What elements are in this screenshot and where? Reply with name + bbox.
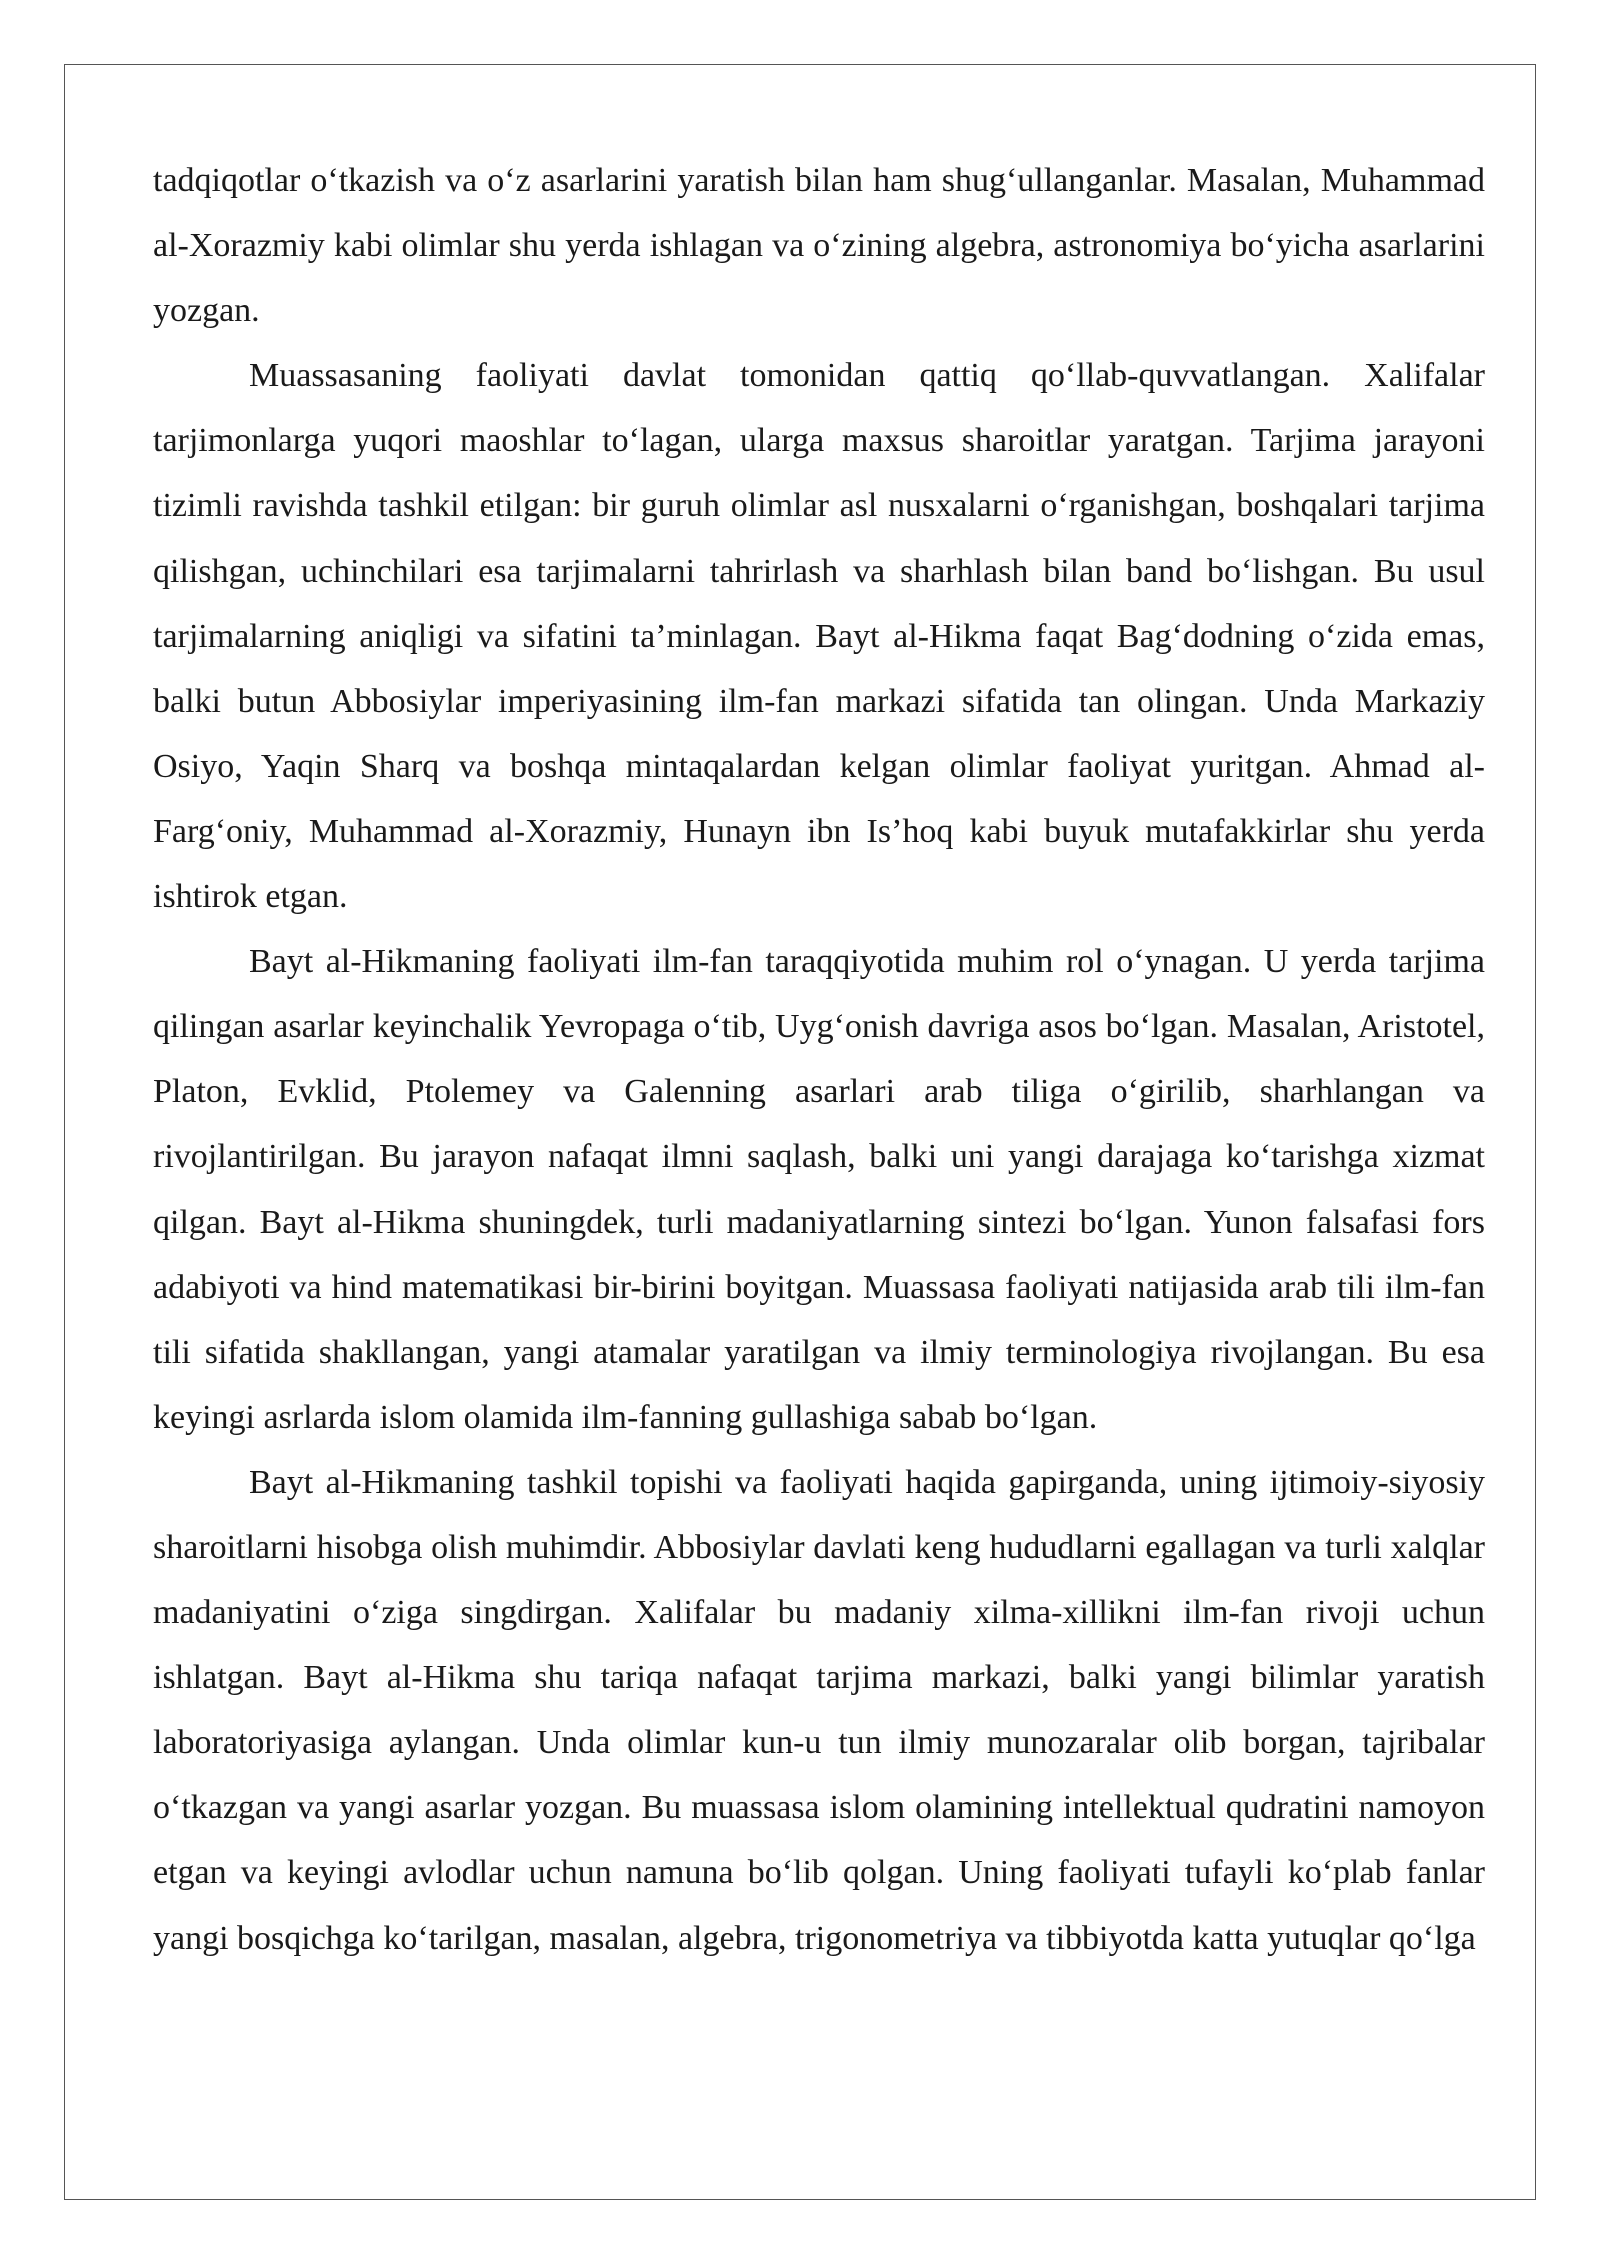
paragraph-3: Bayt al-Hikmaning faoliyati ilm-fan taraqqiyotida muhim rol o‘ynagan. U yerda tarjima qilingan asarlar keyinchalik Yevropaga o‘tib, Uyg‘onish davriga asos bo‘lgan. Masalan, Aristotel, Platon, Evklid, Ptolemey va Galenning asarlari arab tiliga o‘girilib, sharhlangan va rivojlantirilgan. Bu jarayon nafaqat ilmni saqlash, balki uni yangi darajaga ko‘tarishga xizmat qilgan. Bayt al-Hikma shuningdek, turli madaniyatlarning sintezi bo‘lgan. Yunon falsafasi fors adabiyoti va hind matematikasi bir-birini boyitgan. Muassasa faoliyati natijasida arab tili ilm-fan tili sifatida shakllangan, yangi atamalar yaratilgan va ilmiy terminologiya rivojlangan. Bu esa keyingi asrlarda islom olamida ilm-fanning gullashiga sabab bo‘lgan. — [153, 943, 1485, 1436]
document-body — [153, 148, 1485, 1971]
paragraph-2: Muassasaning faoliyati davlat tomonidan qattiq qo‘llab-quvvatlangan. Xalifalar tarjimonlarga yuqori maoshlar to‘lagan, ularga maxsus sharoitlar yaratgan. Tarjima jarayoni tizimli ravishda tashkil etilgan: bir guruh olimlar asl nusxalarni o‘rganishgan, boshqalari tarjima qilishgan, uchinchilari esa tarjimalarni tahrirlash va sharhlash bilan band bo‘lishgan. Bu usul tarjimalarning aniqligi va sifatini ta’minlagan. Bayt al-Hikma faqat Bag‘dodning o‘zida emas, balki butun Abbosiylar imperiyasining ilm-fan markazi sifatida tan olingan. Unda Markaziy Osiyo, Yaqin Sharq va boshqa mintaqalardan kelgan olimlar faoliyat yuritgan. Ahmad al-Farg‘oniy, Muhammad al-Xorazmiy, Hunayn ibn Is’hoq kabi buyuk mutafakkirlar shu yerda ishtirok etgan. — [153, 357, 1485, 916]
paragraph-4: Bayt al-Hikmaning tashkil topishi va faoliyati haqida gapirganda, uning ijtimoiy-siyosiy sharoitlarni hisobga olish muhimdir. Abbosiylar davlati keng hududlarni egallagan va turli xalqlar madaniyatini o‘ziga singdirgan. Xalifalar bu madaniy xilma-xillikni ilm-fan rivoji uchun ishlatgan. Bayt al-Hikma shu tariqa nafaqat tarjima markazi, balki yangi bilimlar yaratish laboratoriyasiga aylangan. Unda olimlar kun-u tun ilmiy munozaralar olib borgan, tajribalar o‘tkazgan va yangi asarlar yozgan. Bu muassasa islom olamining intellektual qudratini namoyon etgan va keyingi avlodlar uchun namuna bo‘lib qolgan. Uning faoliyati tufayli ko‘plab fanlar yangi bosqichga ko‘tarilgan, masalan, algebra, trigonometriya va tibbiyotda katta yutuqlar qo‘lga — [153, 1463, 1485, 1957]
paragraph-1: tadqiqotlar o‘tkazish va o‘z asarlarini yaratish bilan ham shug‘ullanganlar. Masalan, Muhammad al-Xorazmiy kabi olimlar shu yerda ishlagan va o‘zining algebra, astronomiya bo‘yicha asarlarini yozgan. — [153, 162, 1485, 330]
